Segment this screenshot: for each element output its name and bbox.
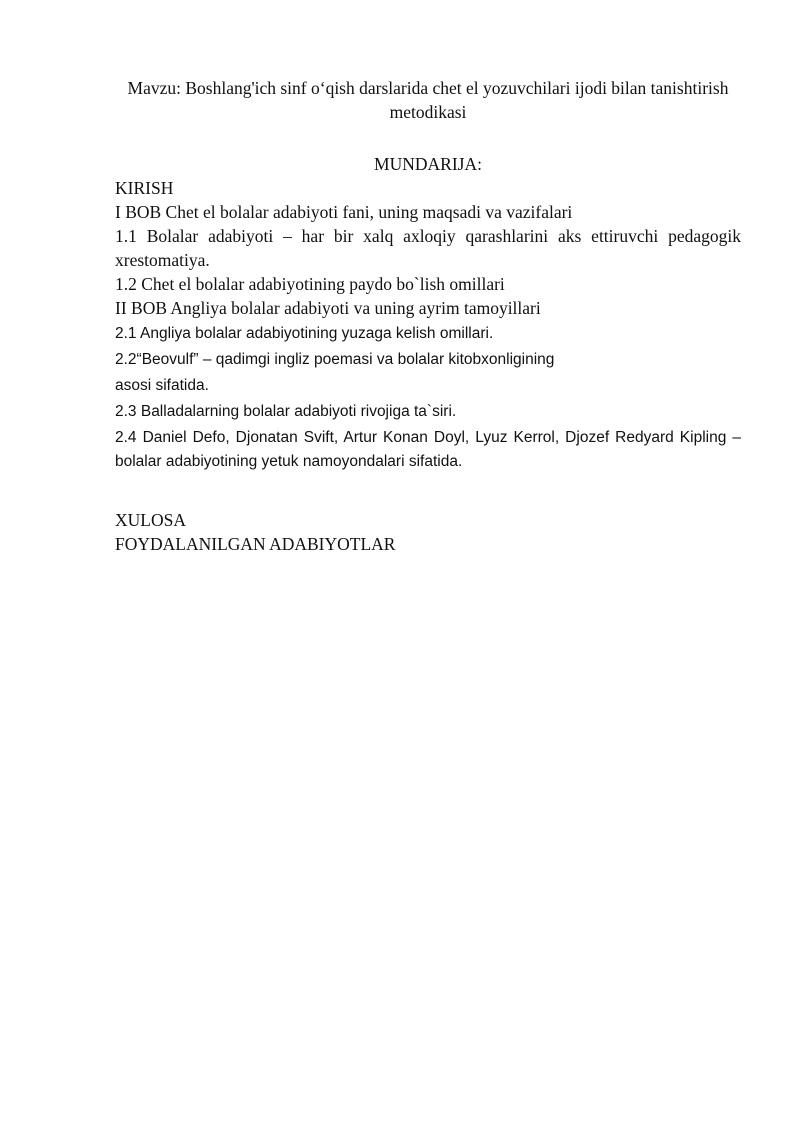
toc-item-2-1: 2.1 Angliya bolalar adabiyotining yuzaga kelish omillari. xyxy=(115,325,494,342)
toc-item-chapter-2: II BOB Angliya bolalar adabiyoti va uning ayrim tamoyillari xyxy=(115,298,541,318)
toc-item-chapter-1: I BOB Chet el bolalar adabiyoti fani, uning maqsadi va vazifalari xyxy=(115,202,573,222)
toc-item-2-4: 2.4 Daniel Defo, Djonatan Svift, Artur Konan Doyl, Lyuz Kerrol, Djozef Redyard Kipling – bolalar adabiyotining yetuk namoyondalari sifatida. xyxy=(115,429,741,470)
toc-item-2-3: 2.3 Balladalarning bolalar adabiyoti rivojiga ta`siri. xyxy=(115,403,457,420)
toc-item-1-1: 1.1 Bolalar adabiyoti – har bir xalq axloqiy qarashlarini aks ettiruvchi pedagogik xrestomatiya. xyxy=(115,226,741,270)
toc-item-2-2-line-1: 2.2“Beovulf” – qadimgi ingliz poemasi va bolalar kitobxonligining xyxy=(115,351,555,368)
toc-item-references: FOYDALANILGAN ADABIYOTLAR xyxy=(115,534,396,554)
toc-item-intro: KIRISH xyxy=(115,178,174,198)
toc-item-1-2: 1.2 Chet el bolalar adabiyotining paydo bo`lish omillari xyxy=(115,274,505,294)
document-title: Mavzu: Boshlang'ich sinf o‘qish darslarida chet el yozuvchilari ijodi bilan tanishtirish metodikasi xyxy=(127,78,729,122)
toc-item-2-2-line-2: asosi sifatida. xyxy=(115,377,209,394)
toc-item-conclusion: XULOSA xyxy=(115,510,186,530)
toc-heading: MUNDARIJA: xyxy=(374,154,482,174)
